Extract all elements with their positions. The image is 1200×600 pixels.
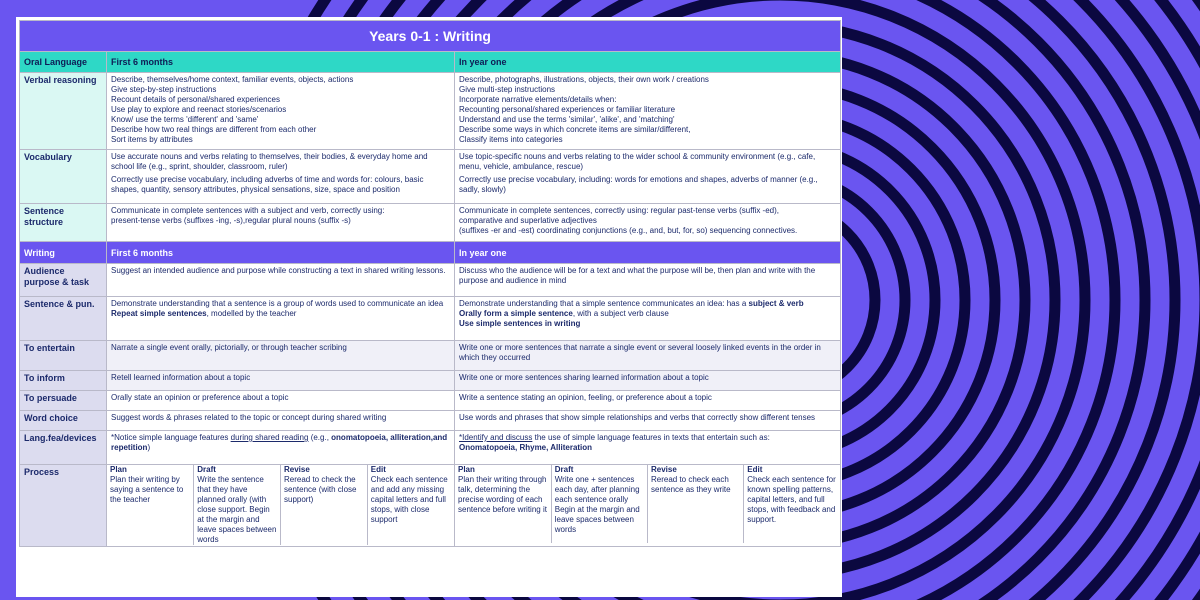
process-in-year-one [455, 465, 841, 547]
writing-col-in-year-one: In year one [455, 242, 841, 264]
row-label: Word choice [20, 411, 107, 431]
audience-first-6-months: Suggest an intended audience and purpose while constructing a text in shared writing lessons. [107, 264, 455, 297]
process-row [20, 465, 841, 547]
stage-text: Plan their writing through talk, determining the precise wording of each sentence before writing it [458, 475, 547, 514]
underlined-text: during shared reading [230, 433, 309, 442]
page-title: Years 0-1 : Writing [20, 21, 841, 52]
text-line: Communicate in complete sentences with a subject and verb, correctly using: [111, 206, 385, 215]
text-line: Describe, themselves/home context, familiar events, objects, actions [111, 75, 354, 84]
stage-text: Reread to check each sentence as they write [651, 475, 731, 494]
process-stages [107, 465, 454, 545]
text-span: ) [147, 443, 151, 452]
text-block: Correctly use precise vocabulary, including adverbs of time and words for: colours, basic shapes, quantity, sensory attributes, physical sensations, size, space and position [111, 175, 424, 194]
text-line: Use play to explore and reenact stories/scenarios [111, 105, 287, 114]
bold-text: Orally form a simple sentence [459, 309, 573, 318]
sentence-in-year-one [455, 204, 841, 242]
word-choice-row [20, 411, 841, 431]
process-first-6-months [107, 465, 455, 547]
language-features-row [20, 431, 841, 465]
entertain-in-year-one: Write one or more sentences that narrate a single event or several loosely linked events in the order in which they occurred [455, 341, 841, 371]
text-line: Give multi-step instructions [459, 85, 556, 94]
stage-title: Draft [197, 465, 216, 474]
sentence-punctuation-row [20, 297, 841, 341]
row-label: Lang.fea/devices [20, 431, 107, 465]
process-stage-edit [367, 465, 454, 545]
stage-title: Revise [651, 465, 677, 474]
verbal-first-6-months [107, 73, 455, 150]
bold-text: onomatopoeia, alliteration,and repetition [111, 433, 448, 452]
writing-col-first-6-months: First 6 months [107, 242, 455, 264]
text-block: Correctly use precise vocabulary, including: words for emotions and shapes, adverbs of manner (e.g., sadly, slowly) [459, 175, 818, 194]
text-line: Sort items by attributes [111, 135, 193, 144]
bold-text: subject & verb [748, 299, 804, 308]
text-line: Give step-by-step instructions [111, 85, 217, 94]
process-stage-plan [107, 465, 194, 545]
persuade-in-year-one: Write a sentence stating an opinion, feeling, or preference about a topic [455, 391, 841, 411]
writing-header-row [20, 242, 841, 264]
text-span: Demonstrate understanding that a simple sentence communicates an idea: has a [459, 299, 749, 308]
row-label: Audience purpose & task [20, 264, 107, 297]
curriculum-card [16, 17, 842, 597]
to-entertain-row [20, 341, 841, 371]
langfea-first-6-months [107, 431, 455, 465]
bold-text: Onomatopoeia, Rhyme, Alliteration [459, 443, 593, 452]
row-label: To persuade [20, 391, 107, 411]
writing-curriculum-table [19, 20, 841, 547]
audience-row [20, 264, 841, 297]
stage-title: Revise [284, 465, 310, 474]
sentpun-in-year-one [455, 297, 841, 341]
text-line: (suffixes -er and -est) coordinating conjunctions (e.g., and, but, for, so) sequencing connectives. [459, 226, 798, 235]
text-line: Communicate in complete sentences, correctly using: regular past-tense verbs (suffix -ed), [459, 206, 779, 215]
process-stage-revise [281, 465, 368, 545]
to-inform-row [20, 371, 841, 391]
text-line: Describe how two real things are different from each other [111, 125, 317, 134]
underlined-text: *Identify and discuss [459, 433, 533, 442]
persuade-first-6-months: Orally state an opinion or preference about a topic [107, 391, 455, 411]
text-block: Use topic-specific nouns and verbs relating to the wider school & community environment (e.g., cafe, menu, vehicle, ambulance, rescue) [459, 152, 816, 171]
text-line: Describe, photographs, illustrations, objects, their own work / creations [459, 75, 709, 84]
stage-title: Plan [110, 465, 127, 474]
text-line: comparative and superlative adjectives [459, 216, 597, 225]
row-label: Vocabulary [20, 150, 107, 204]
text-line: Demonstrate understanding that a sentence is a group of words used to communicate an idea [111, 299, 444, 308]
row-label: Sentence structure [20, 204, 107, 242]
process-stage-draft [194, 465, 281, 545]
process-stage-edit [744, 465, 840, 543]
writing-label: Writing [20, 242, 107, 264]
stage-text: Write the sentence that they have planned orally (with close support. Begin at the margin and leave spaces between words [197, 475, 277, 544]
audience-in-year-one: Discuss who the audience will be for a text and what the purpose will be, then plan and write with the purpose and audience in mind [455, 264, 841, 297]
row-label: To entertain [20, 341, 107, 371]
row-label: Verbal reasoning [20, 73, 107, 150]
stage-text: Check each sentence for known spelling patterns, capital letters, and full stops, with feedback and support. [747, 475, 836, 524]
vocabulary-row [20, 150, 841, 204]
entertain-first-6-months: Narrate a single event orally, pictorially, or through teacher scribing [107, 341, 455, 371]
title-row [20, 21, 841, 52]
vocabulary-first-6-months [107, 150, 455, 204]
text-block: Use accurate nouns and verbs relating to themselves, their bodies, & everyday home and school life (e.g., sprint, shoulder, classroom, ruler) [111, 152, 428, 171]
verbal-in-year-one [455, 73, 841, 150]
process-stage-draft [551, 465, 647, 543]
text-span: (e.g., [308, 433, 332, 442]
process-stage-plan [455, 465, 551, 543]
text-line: Recount details of personal/shared experiences [111, 95, 280, 104]
stage-title: Plan [458, 465, 475, 474]
sentence-structure-row [20, 204, 841, 242]
verbal-reasoning-row [20, 73, 841, 150]
row-label: Sentence & pun. [20, 297, 107, 341]
text-span: *Notice simple language features [111, 433, 231, 442]
text-line: Understand and use the terms 'similar', 'alike', and 'matching' [459, 115, 675, 124]
text-line: Classify items into categories [459, 135, 563, 144]
process-stage-revise [648, 465, 744, 543]
text-span: , with a subject verb clause [572, 309, 669, 318]
stage-title: Draft [554, 465, 574, 474]
oral-language-label: Oral Language [20, 52, 107, 73]
text-line: Know/ use the terms 'different' and 'same' [111, 115, 259, 124]
text-line: present-tense verbs (suffixes -ing, -s),regular plural nouns (suffix -s) [111, 216, 351, 225]
oral-language-header-row [20, 52, 841, 73]
oral-col-in-year-one: In year one [455, 52, 841, 73]
stage-title: Edit [370, 465, 386, 474]
sentence-first-6-months [107, 204, 455, 242]
wordchoice-first-6-months: Suggest words & phrases related to the topic or concept during shared writing [107, 411, 455, 431]
to-persuade-row [20, 391, 841, 411]
text-line: Incorporate narrative elements/details when: [459, 95, 617, 104]
process-stages [455, 465, 840, 543]
bold-text: Use simple sentences in writing [459, 319, 581, 328]
text-line: Describe some ways in which concrete items are similar/different, [459, 125, 691, 134]
text-line: Recounting personal/shared experiences or familiar literature [459, 105, 676, 114]
stage-text: Plan their writing by saying a sentence to the teacher [110, 475, 184, 504]
langfea-in-year-one [455, 431, 841, 465]
bold-text: Repeat simple sentences [111, 309, 207, 318]
text-span: , modelled by the teacher [206, 309, 297, 318]
text-span: the use of simple language features in texts that entertain such as: [532, 433, 770, 442]
inform-first-6-months: Retell learned information about a topic [107, 371, 455, 391]
stage-text: Write one + sentences each day, after planning each sentence orally Begin at the margin and leave spaces between words [554, 475, 640, 534]
wordchoice-in-year-one: Use words and phrases that show simple relationships and verbs that correctly show different tenses [455, 411, 841, 431]
stage-title: Edit [747, 465, 763, 474]
sentpun-first-6-months [107, 297, 455, 341]
vocabulary-in-year-one [455, 150, 841, 204]
inform-in-year-one: Write one or more sentences sharing learned information about a topic [455, 371, 841, 391]
row-label: Process [20, 465, 107, 547]
row-label: To inform [20, 371, 107, 391]
stage-text: Reread to check the sentence (with close support) [284, 475, 357, 504]
stage-text: Check each sentence and add any missing capital letters and full stops, with close support [370, 475, 448, 524]
oral-col-first-6-months: First 6 months [107, 52, 455, 73]
